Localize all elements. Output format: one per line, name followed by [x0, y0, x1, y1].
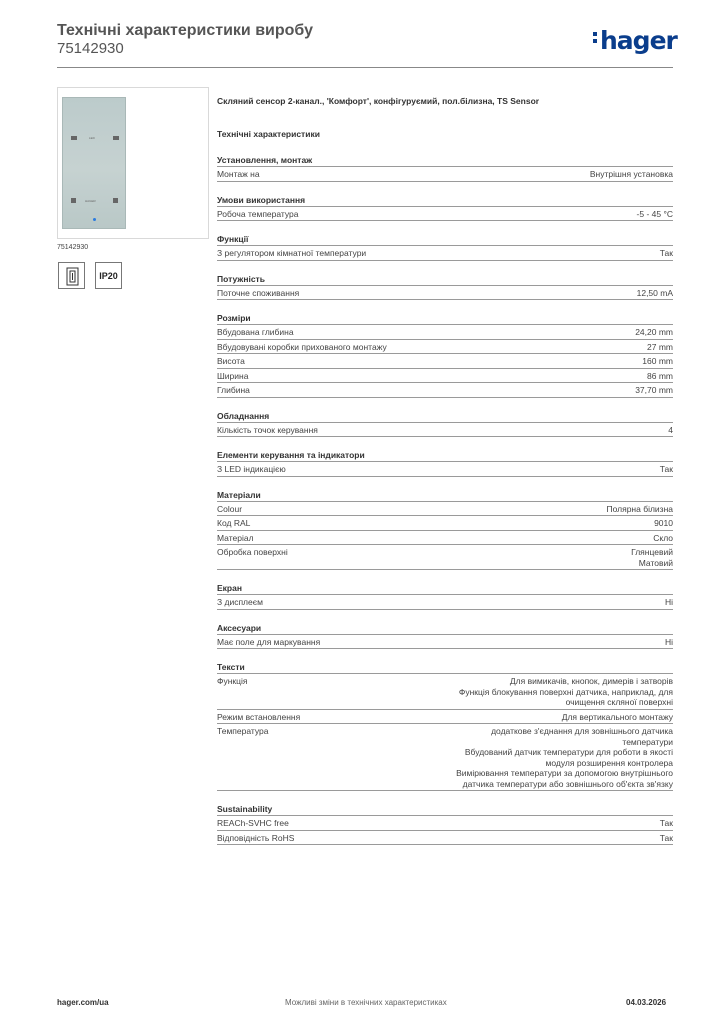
product-code-label: 75142930: [57, 244, 89, 251]
spec-row: [217, 516, 673, 531]
ip-rating-badge: IP20: [95, 262, 122, 289]
spec-section: [217, 583, 673, 610]
device-label-top: LED: [89, 136, 95, 140]
button-icon: [113, 136, 119, 140]
section-title: Умови використання: [217, 194, 306, 205]
spec-value-line: 160 mm: [642, 356, 673, 366]
section-gap: [217, 845, 673, 858]
spec-label: Colour: [217, 503, 243, 514]
spec-row: [217, 724, 673, 791]
spec-sections: [217, 155, 673, 858]
logo-dots-icon: [593, 32, 597, 46]
spec-row: [217, 167, 673, 182]
button-icon: [113, 198, 118, 203]
section-title: Тексти: [217, 662, 245, 672]
flush-mount-icon: [58, 262, 85, 289]
spec-label: Температура: [217, 726, 269, 736]
spec-value-line: очищення скляної поверхні: [565, 697, 673, 707]
section-gap: [217, 477, 673, 490]
spec-value-line: датчика температури або зовнішнього об'єкта зв'язку: [462, 778, 673, 789]
spec-panel: [217, 96, 673, 858]
button-icon: [71, 136, 77, 140]
spec-row: [217, 325, 673, 340]
spec-value: [668, 425, 673, 436]
spec-label: Вбудована глибина: [217, 327, 294, 337]
footer-note: Можливі зміни в технічних характеристиках: [285, 998, 447, 1007]
spec-value-line: 86 mm: [647, 370, 673, 381]
spec-value: [635, 327, 673, 338]
spec-row: [217, 462, 673, 477]
section-gap: [217, 398, 673, 411]
spec-value: [631, 547, 673, 568]
spec-label: REACh-SVHC free: [217, 818, 289, 828]
glass-sensor-device: [62, 97, 126, 229]
spec-value-line: Так: [659, 464, 673, 474]
spec-value-line: Так: [659, 248, 673, 258]
spec-value: [660, 248, 673, 259]
spec-section: [217, 195, 673, 222]
section-gap: [217, 570, 673, 583]
hager-logo: hager: [593, 26, 677, 55]
spec-value: [456, 726, 673, 789]
spec-row: [217, 383, 673, 398]
spec-row: [217, 502, 673, 517]
section-gap: [217, 261, 673, 274]
section-title: Розміри: [217, 313, 251, 323]
spec-section: [217, 313, 673, 398]
section-title: Обладнання: [217, 410, 270, 421]
spec-value-line: 24,20 mm: [635, 327, 673, 337]
led-indicator-icon: [93, 218, 96, 221]
spec-value-line: Ні: [664, 636, 673, 647]
spec-row: [217, 816, 673, 831]
spec-value: [647, 342, 673, 353]
spec-label: Ширина: [217, 370, 249, 381]
section-title: Елементи керування та індикатори: [217, 450, 365, 460]
section-gap: [217, 610, 673, 623]
spec-section: [217, 804, 673, 845]
spec-value: [647, 371, 673, 382]
spec-section: [217, 411, 673, 438]
spec-section: [217, 155, 673, 182]
section-gap: [217, 791, 673, 804]
spec-heading: Технічні характеристики: [217, 129, 320, 139]
spec-value: [635, 385, 673, 396]
spec-label: Має поле для маркування: [217, 636, 321, 647]
spec-value: [637, 288, 673, 299]
spec-value-line: Вимірювання температури за допомогою внутрішнього: [456, 768, 673, 778]
spec-row: [217, 286, 673, 301]
spec-row: [217, 246, 673, 261]
spec-value-line: Функція блокування поверхні датчика, наприклад, для: [458, 686, 673, 697]
device-label-mid: HAGER: [85, 199, 96, 203]
spec-row: [217, 545, 673, 570]
spec-value-line: температури: [622, 736, 673, 747]
spec-label: З LED індикацією: [217, 464, 286, 474]
section-title: Установлення, монтаж: [217, 155, 313, 165]
spec-label: Вбудовувані коробки прихованого монтажу: [217, 341, 387, 352]
spec-label: Глибина: [217, 385, 250, 395]
spec-label: З регулятором кімнатної температури: [217, 248, 367, 258]
spec-label: Висота: [217, 356, 245, 366]
spec-value-line: 4: [668, 424, 673, 435]
spec-label: Обробка поверхні: [217, 547, 288, 557]
spec-label: З дисплеєм: [217, 597, 263, 607]
spec-row: [217, 340, 673, 355]
spec-row: [217, 674, 673, 710]
spec-row: [217, 595, 673, 610]
spec-label: Робоча температура: [217, 208, 299, 219]
section-title: Sustainability: [217, 804, 273, 814]
spec-value: [660, 818, 673, 829]
spec-value-line: Ні: [664, 597, 673, 607]
spec-row: [217, 207, 673, 222]
product-number: 75142930: [57, 40, 124, 57]
section-gap: [217, 300, 673, 313]
spec-value-line: Так: [659, 818, 673, 828]
spec-value-line: додаткове з'єднання для зовнішнього датчика: [491, 726, 673, 736]
button-icon: [71, 198, 76, 203]
page-title: Технічні характеристики виробу: [57, 22, 313, 39]
spec-value: [665, 597, 673, 608]
section-title: Екран: [217, 583, 242, 593]
spec-value: [660, 464, 673, 475]
header-divider: [57, 67, 673, 68]
spec-section: [217, 623, 673, 650]
section-gap: [217, 649, 673, 662]
spec-label: Відповідність RoHS: [217, 832, 295, 843]
footer-date: 04.03.2026: [626, 998, 667, 1007]
spec-section: [217, 274, 673, 301]
spec-label: Поточне споживання: [217, 287, 300, 298]
spec-section: [217, 662, 673, 791]
spec-value-line: Вбудований датчик температури для роботи в якості: [464, 747, 673, 757]
spec-value: [642, 356, 673, 367]
spec-section: [217, 490, 673, 571]
spec-row: [217, 635, 673, 650]
spec-value: [653, 533, 673, 544]
spec-value: [654, 518, 673, 529]
spec-value: [590, 169, 673, 180]
spec-value-line: -5 - 45 °C: [636, 208, 673, 219]
spec-value: [606, 504, 673, 515]
spec-row: [217, 423, 673, 438]
spec-value-line: Для вертикального монтажу: [561, 711, 673, 722]
spec-value-line: Так: [659, 832, 673, 843]
spec-value-line: модуля розширення контролера: [545, 757, 673, 768]
section-title: Функції: [217, 234, 249, 244]
spec-value-line: Матовий: [638, 557, 673, 568]
spec-value-line: 37,70 mm: [635, 385, 673, 395]
spec-section: [217, 450, 673, 477]
spec-label: Режим встановлення: [217, 711, 301, 722]
section-title: Потужність: [217, 273, 265, 284]
spec-label: Матеріал: [217, 532, 254, 543]
spec-row: [217, 531, 673, 546]
spec-value-line: Скло: [653, 532, 673, 543]
section-gap: [217, 182, 673, 195]
spec-row: [217, 710, 673, 725]
spec-section: [217, 234, 673, 261]
spec-label: Монтаж на: [217, 169, 260, 179]
spec-row: [217, 354, 673, 369]
spec-value-line: Внутрішня установка: [589, 169, 673, 179]
spec-value: [459, 676, 673, 708]
spec-value: [665, 637, 673, 648]
section-gap: [217, 437, 673, 450]
spec-label: Функція: [217, 676, 248, 686]
spec-label: Кількість точок керування: [217, 424, 318, 435]
spec-value-line: 9010: [654, 518, 673, 528]
spec-value-line: Глянцевий: [631, 547, 673, 557]
product-description: Скляний сенсор 2-канал., 'Комфорт', конфігуруємий, пол.білизна, TS Sensor: [217, 96, 540, 106]
spec-value-line: Для вимикачів, кнопок, димерів і затворів: [509, 676, 673, 686]
spec-row: [217, 369, 673, 384]
section-title: Матеріали: [217, 489, 261, 500]
spec-value-line: 12,50 mA: [636, 287, 673, 298]
spec-value-line: Полярна білизна: [606, 503, 673, 514]
spec-value: [660, 833, 673, 844]
spec-value: [637, 209, 673, 220]
section-gap: [217, 221, 673, 234]
section-title: Аксесуари: [217, 622, 262, 633]
spec-value: [562, 712, 673, 723]
footer-website: hager.com/ua: [57, 998, 109, 1007]
spec-label: Код RAL: [217, 518, 251, 528]
spec-value-line: 27 mm: [647, 341, 673, 352]
product-image: [57, 87, 209, 239]
spec-row: [217, 831, 673, 846]
